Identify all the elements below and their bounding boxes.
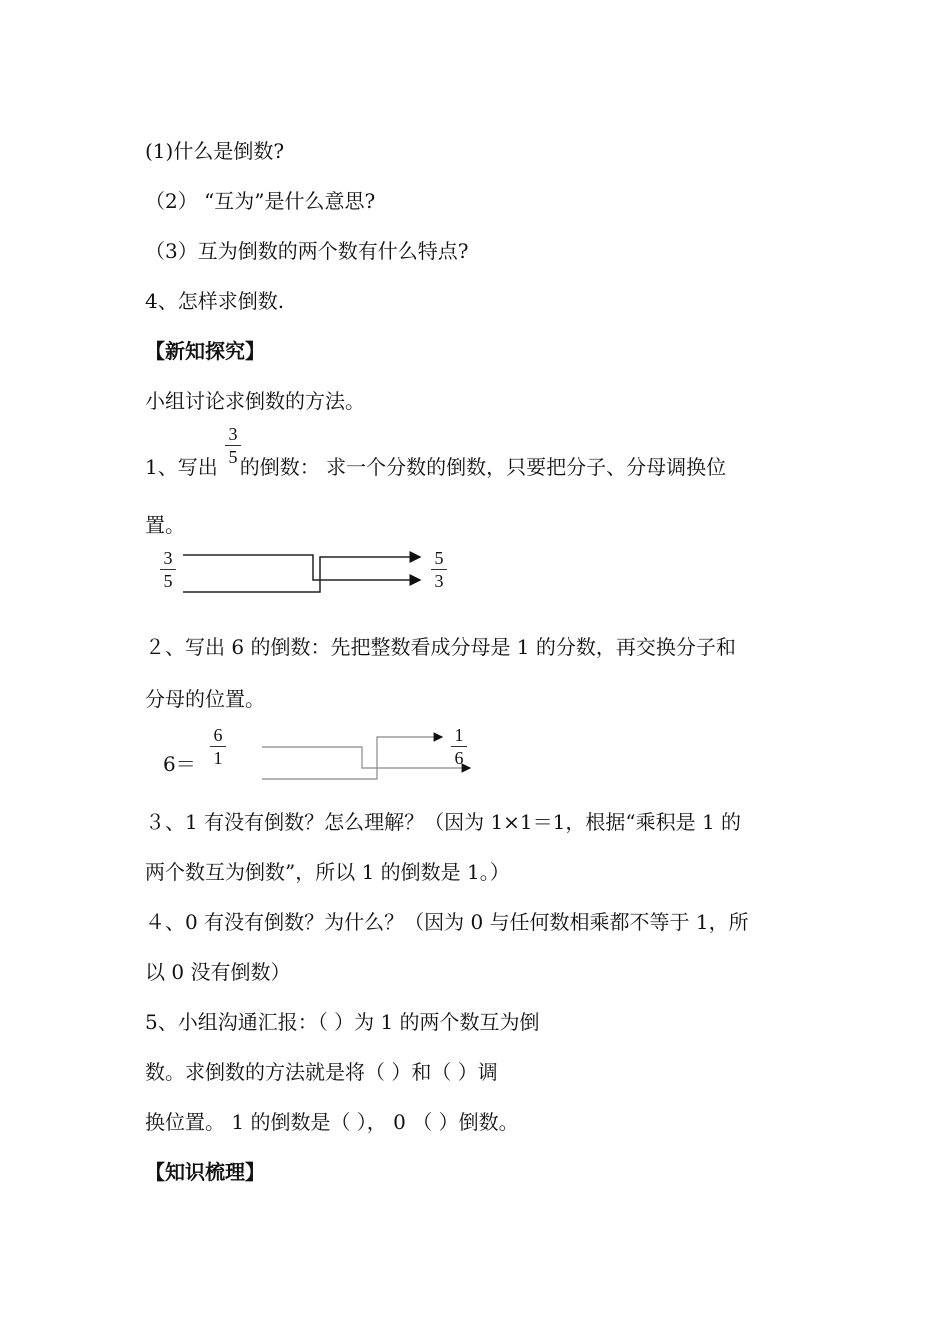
intro-text: 小组讨论求倒数的方法。 <box>145 389 365 413</box>
step-2-line-2: 分母的位置。 <box>145 687 265 711</box>
step-3-line-1: ３、1 有没有倒数？怎么理解？（因为 1×1＝1，根据“乘积是 1 的 <box>145 810 742 834</box>
step-5-line-2: 数。求倒数的方法就是将（ ）和（ ）调 <box>145 1060 498 1084</box>
diagram-1-right-fraction: 5 3 <box>431 548 447 591</box>
question-3: （3）互为倒数的两个数有什么特点? <box>145 239 469 263</box>
diagram-2-lhs: 6＝ <box>163 752 196 776</box>
question-4: 4、怎样求倒数. <box>145 289 285 313</box>
heading-knowledge-summary: 【知识梳理】 <box>145 1160 265 1184</box>
question-2: （2） “互为”是什么意思? <box>145 189 376 213</box>
step-1-text: 的倒数： 求一个分数的倒数，只要把分子、分母调换位 <box>239 455 727 479</box>
step-4-line-2: 以 0 没有倒数） <box>145 960 291 984</box>
fraction-denominator: 5 <box>228 447 238 467</box>
diagram-2-left-fraction: 6 1 <box>210 725 226 768</box>
heading-new-knowledge: 【新知探究】 <box>145 339 265 363</box>
fraction-3-5-inline <box>225 424 241 467</box>
diagram-2-arrows <box>0 0 1 1</box>
question-1: (1)什么是倒数? <box>145 139 285 163</box>
fraction-numerator: 3 <box>228 424 238 444</box>
diagram-2-right-fraction: 1 6 <box>451 725 467 768</box>
step-1-prefix: 1、写出 <box>145 455 218 479</box>
diagram-1-left-fraction: 3 5 <box>160 548 176 591</box>
step-2-line-1: ２、写出 6 的倒数：先把整数看成分母是 1 的分数，再交换分子和 <box>145 635 736 659</box>
step-5-line-1: 5、小组沟通汇报：（ ）为 1 的两个数互为倒 <box>145 1010 540 1034</box>
step-3-line-2: 两个数互为倒数”，所以 1 的倒数是 1。） <box>145 860 510 884</box>
step-4-line-1: ４、0 有没有倒数？为什么？（因为 0 与任何数相乘都不等于 1，所 <box>145 910 749 934</box>
step-5-line-3: 换位置。 1 的倒数是（ ）， 0 （ ）倒数。 <box>145 1110 519 1134</box>
step-1-line-2: 置。 <box>145 513 185 537</box>
